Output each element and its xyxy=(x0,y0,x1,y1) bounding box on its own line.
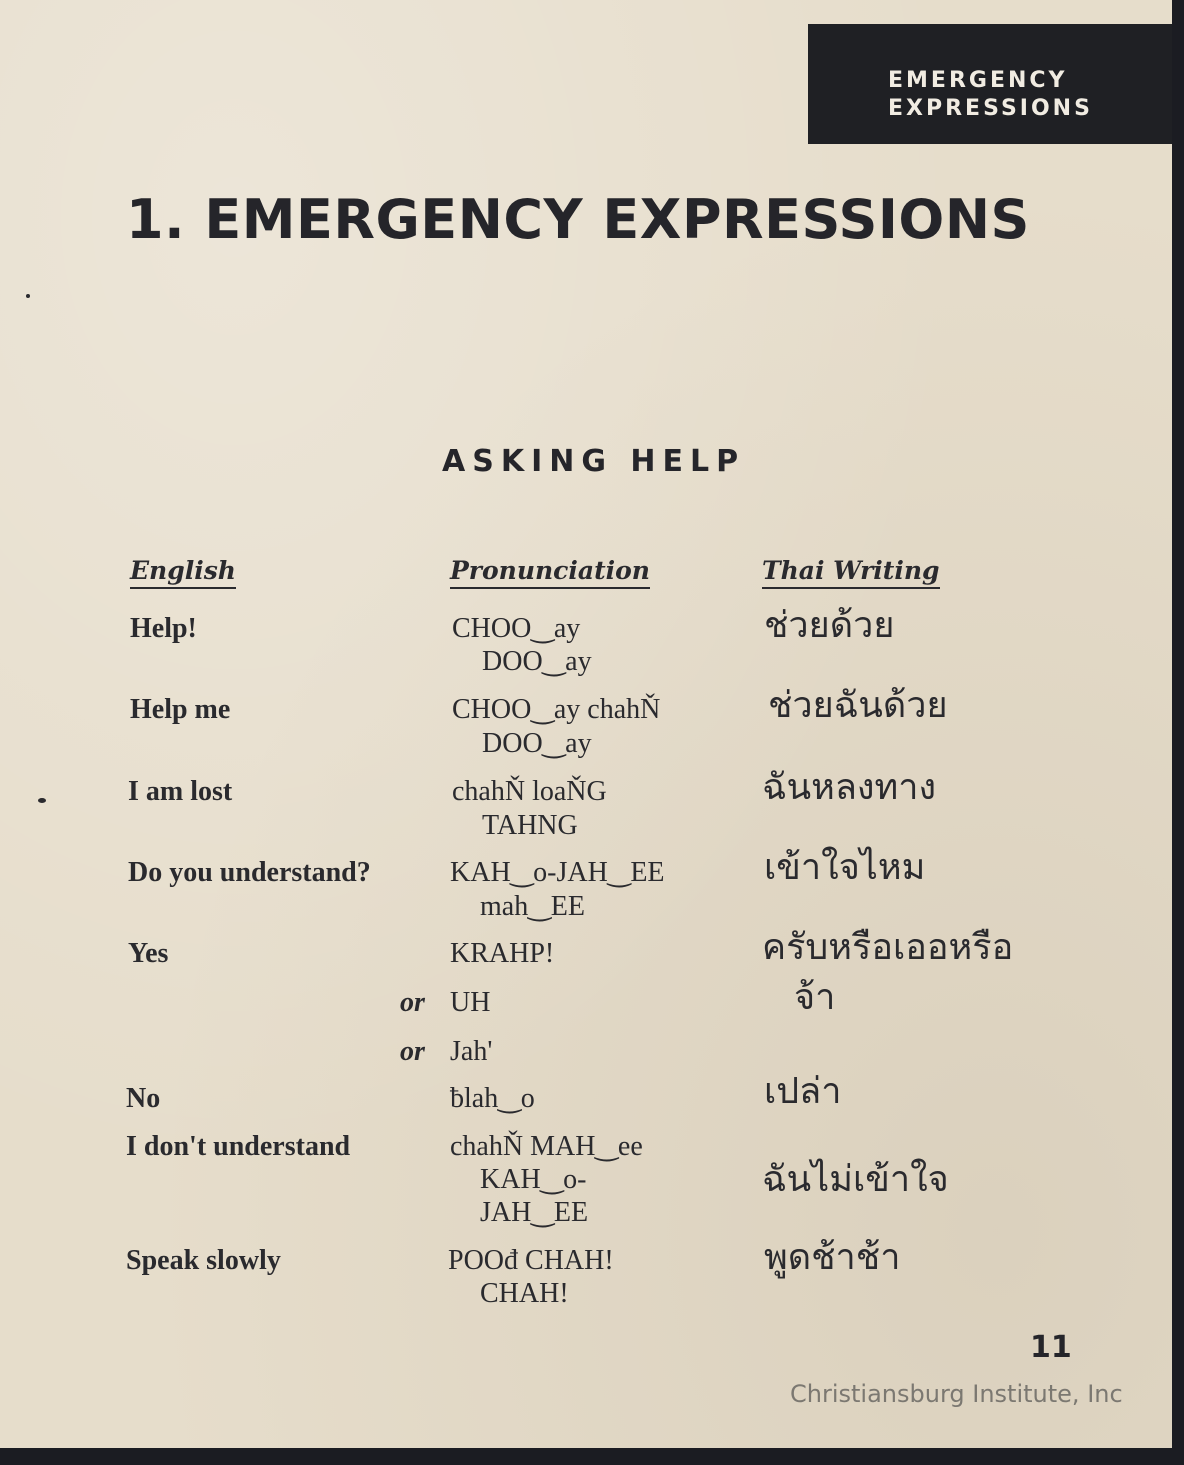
watermark: Christiansburg Institute, Inc xyxy=(790,1380,1123,1408)
phrase-thai: เข้าใจไหม xyxy=(764,847,926,888)
page-number: 11 xyxy=(1030,1330,1072,1365)
paper-speck xyxy=(38,798,46,803)
section-tab xyxy=(808,24,1172,144)
alternative-marker: or xyxy=(400,1036,425,1067)
phrase-english: Speak slowly xyxy=(126,1245,281,1276)
alternative-marker: or xyxy=(400,987,425,1018)
phrase-pronunciation-line: KRAHP! xyxy=(450,938,555,969)
phrase-pronunciation-line: chahŇ MAH‿ee xyxy=(450,1131,643,1162)
phrase-pronunciation-line: KAH‿o-JAH‿EE xyxy=(450,857,665,888)
phrase-english: Help! xyxy=(130,613,197,644)
phrase-thai: จ้า xyxy=(794,977,836,1018)
phrase-thai: เปล่า xyxy=(764,1071,842,1112)
phrase-pronunciation-line: POOđ CHAH! xyxy=(448,1245,614,1276)
section-title: ASKING HELP xyxy=(442,444,746,479)
phrase-pronunciation-line: UH xyxy=(450,987,491,1018)
phrase-pronunciation-line: TAHNG xyxy=(482,810,578,841)
phrase-pronunciation-line: chahŇ loaŇG xyxy=(452,776,607,807)
phrase-english: Help me xyxy=(130,694,231,725)
phrase-pronunciation-line: Jah' xyxy=(450,1036,493,1067)
phrase-pronunciation-line: ƀlah‿o xyxy=(450,1083,535,1114)
section-tab-line-2: EXPRESSIONS xyxy=(888,96,1093,121)
phrase-english: Yes xyxy=(128,938,169,969)
column-header-thai: Thai Writing xyxy=(762,556,940,589)
phrase-thai: ฉันไม่เข้าใจ xyxy=(762,1159,949,1200)
phrase-pronunciation-line: JAH‿EE xyxy=(480,1197,589,1228)
phrase-pronunciation-line: CHOO‿ay xyxy=(452,613,581,644)
phrase-pronunciation-line: KAH‿o- xyxy=(480,1164,587,1195)
phrase-english: No xyxy=(126,1083,161,1114)
paper-speck xyxy=(26,294,30,298)
phrase-thai: ครับหรือเออหรือ xyxy=(762,927,1014,968)
phrase-pronunciation-line: DOO‿ay xyxy=(482,646,592,677)
phrase-thai: ช่วยฉันด้วย xyxy=(768,685,948,726)
phrase-pronunciation-line: CHOO‿ay chahŇ xyxy=(452,694,661,725)
phrase-english: I don't understand xyxy=(126,1131,351,1162)
phrase-thai: ช่วยด้วย xyxy=(764,605,895,646)
phrase-pronunciation-line: mah‿EE xyxy=(480,891,585,922)
column-header-pronunciation: Pronunciation xyxy=(450,556,650,589)
phrase-english: Do you understand? xyxy=(128,857,371,888)
phrase-pronunciation-line: CHAH! xyxy=(480,1278,569,1309)
phrase-english: I am lost xyxy=(128,776,233,807)
phrase-thai: พูดช้าช้า xyxy=(764,1237,901,1278)
column-header-english: English xyxy=(130,556,236,589)
phrase-thai: ฉันหลงทาง xyxy=(762,767,937,808)
chapter-title: 1. EMERGENCY EXPRESSIONS xyxy=(126,188,1030,251)
section-tab-line-1: EMERGENCY xyxy=(888,68,1068,93)
phrase-pronunciation-line: DOO‿ay xyxy=(482,728,592,759)
